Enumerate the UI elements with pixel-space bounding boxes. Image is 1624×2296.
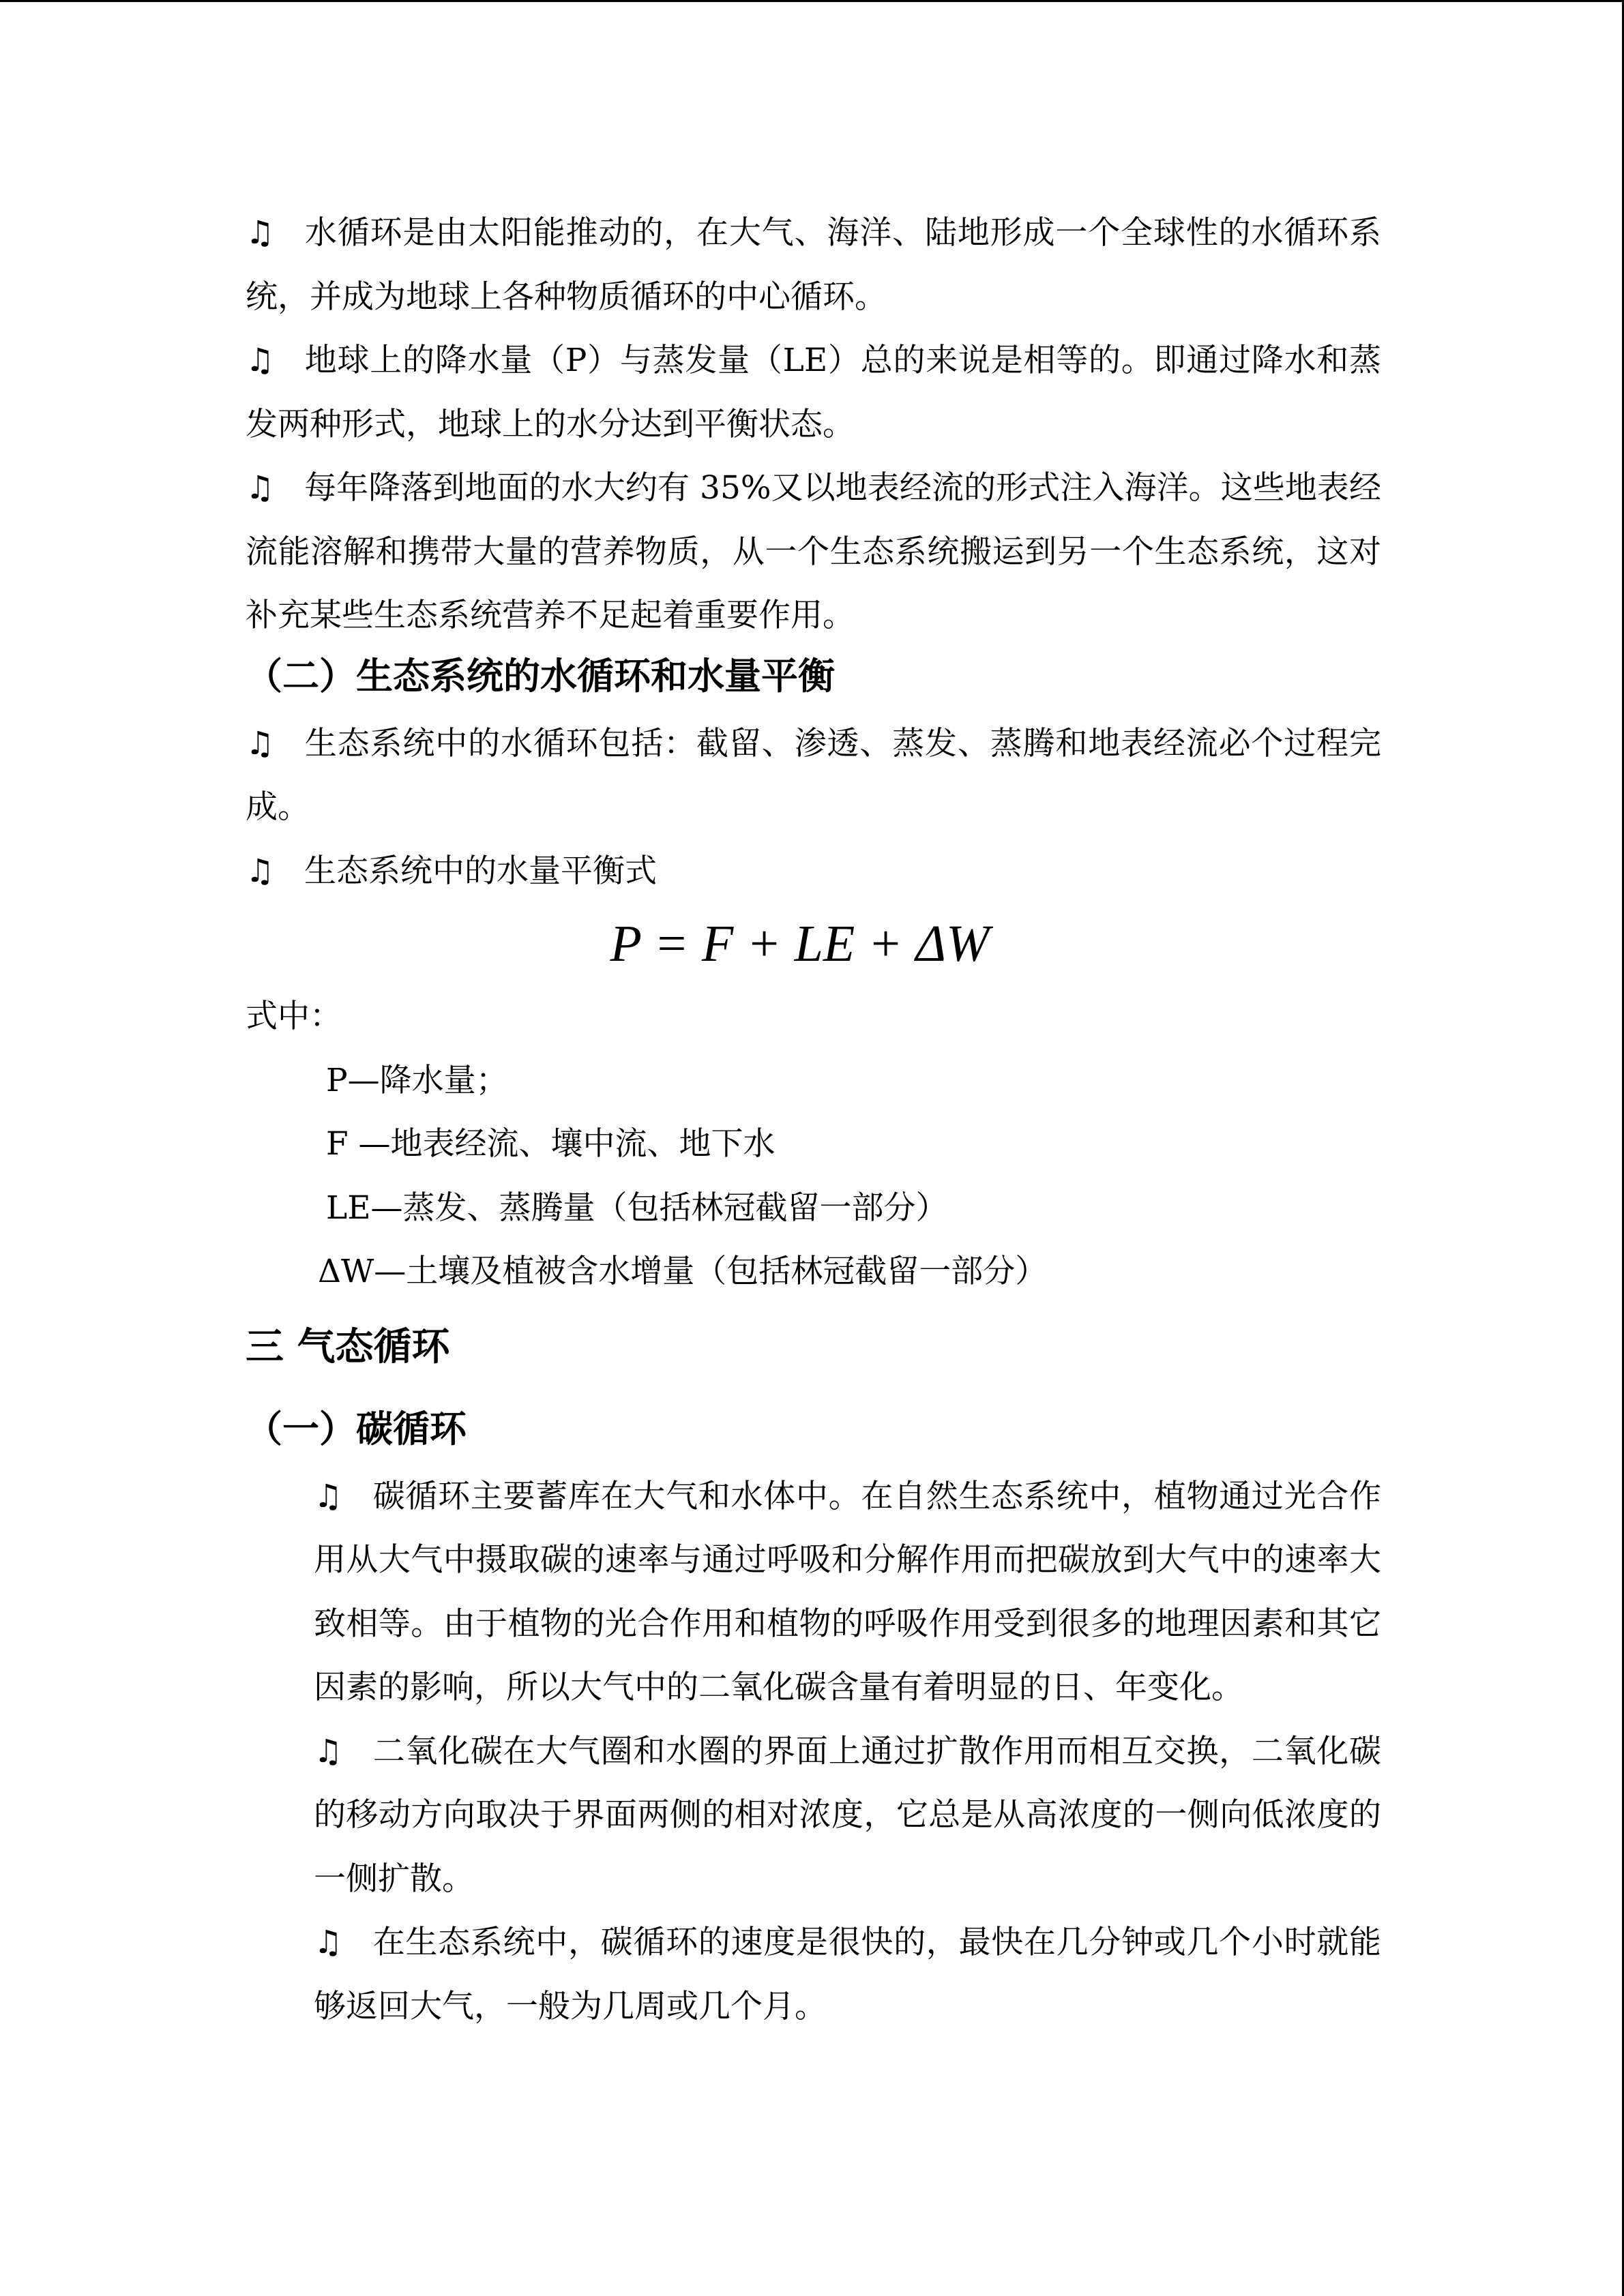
paragraph-text: 碳循环主要蓄库在大气和水体中。在自然生态系统中，植物通过光合作用从大气中摄取碳的速率与通过呼吸和分解作用而把碳放到大气中的速率大致相等。由于植物的光合作用和植物的呼吸作用受到很多的地理因素和其它因素的影响，所以大气中的二氧化碳含量有着明显的日、年变化。 (314, 1477, 1381, 1706)
paragraph-text: 二氧化碳在大气圈和水圈的界面上通过扩散作用而相互交换，二氧化碳的移动方向取决于界面两侧的相对浓度，它总是从高浓度的一侧向低浓度的一侧扩散。 (314, 1732, 1381, 1898)
music-note-icon: ♫ (314, 1477, 343, 1515)
music-note-icon: ♫ (246, 214, 275, 252)
definition-f: F —地表经流、壤中流、地下水 (326, 1125, 776, 1163)
paragraph-co2-exchange (246, 1720, 1381, 1911)
heading-carbon-cycle: （一）碳循环 (246, 1407, 467, 1450)
paragraph-runoff (246, 456, 1381, 648)
heading-water-balance: （二）生态系统的水循环和水量平衡 (246, 654, 835, 698)
paragraph-text: 生态系统中的水循环包括：截留、渗透、蒸发、蒸腾和地表经流必个过程完成。 (246, 724, 1381, 826)
paragraph-precipitation (246, 329, 1381, 456)
formula-intro: 式中： (246, 998, 342, 1035)
definition-delta-w: ΔW—土壤及植被含水增量（包括林冠截留一部分） (318, 1253, 1048, 1290)
paragraph-water-balance-formula-label (246, 839, 1381, 904)
paragraph-text: 地球上的降水量（P）与蒸发量（LE）总的来说是相等的。即通过降水和蒸发两种形式，地球上的水分达到平衡状态。 (246, 342, 1381, 443)
music-note-icon: ♫ (314, 1924, 343, 1961)
music-note-icon: ♫ (246, 724, 275, 762)
paragraph-text: 每年降落到地面的水大约有 35%又以地表经流的形式注入海洋。这些地表经流能溶解和携带大量的营养物质，从一个生态系统搬运到另一个生态系统，这对补充某些生态系统营养不足起着重要作用。 (246, 469, 1381, 634)
page-content (246, 201, 1381, 2038)
heading-gaseous-cycle: 三 气态循环 (246, 1324, 450, 1369)
paragraph-text: 水循环是由太阳能推动的，在大气、海洋、陆地形成一个全球性的水循环系统，并成为地球上各种物质循环的中心循环。 (246, 214, 1381, 316)
definition-p: P—降水量； (326, 1061, 508, 1099)
music-note-icon: ♫ (314, 1732, 343, 1770)
water-balance-formula: P = F + LE + ΔW (610, 915, 990, 972)
paragraph-text: 在生态系统中，碳循环的速度是很快的，最快在几分钟或几个小时就能够返回大气，一般为几周或几个月。 (314, 1924, 1381, 2025)
paragraph-ecosystem-water-cycle (246, 712, 1381, 839)
music-note-icon: ♫ (246, 469, 275, 507)
paragraph-water-cycle (246, 201, 1381, 329)
paragraph-text: 生态系统中的水量平衡式 (304, 852, 657, 890)
paragraph-carbon-speed (246, 1911, 1381, 2038)
music-note-icon: ♫ (246, 342, 275, 379)
paragraph-carbon-reservoir (246, 1465, 1381, 1720)
definition-le: LE—蒸发、蒸腾量（包括林冠截留一部分） (326, 1189, 948, 1227)
music-note-icon: ♫ (246, 852, 275, 890)
